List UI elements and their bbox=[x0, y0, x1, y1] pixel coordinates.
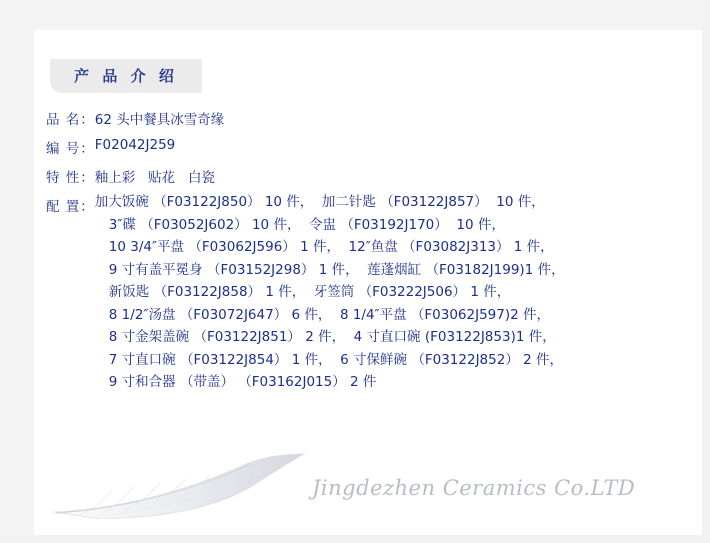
configuration-line: 8 寸金架盖碗 （F03122J851） 2 件， 4 寸直口碗 (F03122J853)1 件， bbox=[108, 329, 556, 346]
configuration-line: 新饭匙 （F03122J858） 1 件， 牙签筒 （F03222J506） 1 件， bbox=[108, 284, 511, 301]
page-frame-right bbox=[702, 0, 710, 543]
product-info-block bbox=[46, 108, 686, 398]
configuration-line: 3″碟 （F03052J602） 10 件， 令盅 （F03192J170） 10 件， bbox=[108, 216, 505, 233]
section-title-text: 产 品 介 绍 bbox=[74, 67, 178, 85]
configuration-line: 9 寸有盖平冕身 （F03152J298） 1 件， 莲蓬烟缸 （F03182J199)1 件， bbox=[108, 261, 565, 278]
field-label-features: 特 性： bbox=[46, 170, 95, 186]
field-value-name: 62 头中餐具冰雪奇缘 bbox=[94, 112, 225, 128]
configuration-line: 9 寸和合器 （带盖） （F03162J015） 2 件 bbox=[108, 374, 377, 391]
configuration-line: 7 寸直口碗 （F03122J854） 1 件， 6 寸保鲜碗 （F03122J852） 2 件， bbox=[108, 351, 563, 368]
field-label-name: 品 名： bbox=[46, 112, 95, 128]
page-frame-top bbox=[0, 0, 710, 30]
configuration-line: 加大饭碗 （F03122J850） 10 件， 加二针匙 （F03122J857） 10 件， bbox=[94, 194, 545, 210]
configuration-line: 8 1/2″汤盘 （F03072J647） 6 件， 8 1/4″平盘 （F03062J597)2 件， bbox=[108, 306, 550, 323]
page-frame-bottom bbox=[0, 535, 710, 543]
feather-quill-icon bbox=[46, 452, 316, 522]
section-title-badge bbox=[50, 59, 202, 93]
field-row-code bbox=[46, 137, 686, 157]
page-frame-left bbox=[0, 0, 34, 543]
watermark-signature: Jingdezhen Ceramics Co.LTD bbox=[312, 476, 636, 500]
field-row-configuration bbox=[46, 195, 686, 398]
field-label-code: 编 号： bbox=[46, 141, 95, 157]
field-label-configuration: 配 置： bbox=[46, 199, 95, 215]
field-value-code: F02042J259 bbox=[94, 137, 176, 153]
field-value-features: 釉上彩 贴花 白瓷 bbox=[94, 170, 216, 186]
field-row-name bbox=[46, 108, 686, 128]
configuration-list bbox=[95, 195, 686, 398]
configuration-line: 10 3/4″平盘 （F03062J596） 1 件， 12″鱼盘 （F03082J313） 1 件， bbox=[108, 239, 554, 256]
field-row-features bbox=[46, 166, 686, 186]
